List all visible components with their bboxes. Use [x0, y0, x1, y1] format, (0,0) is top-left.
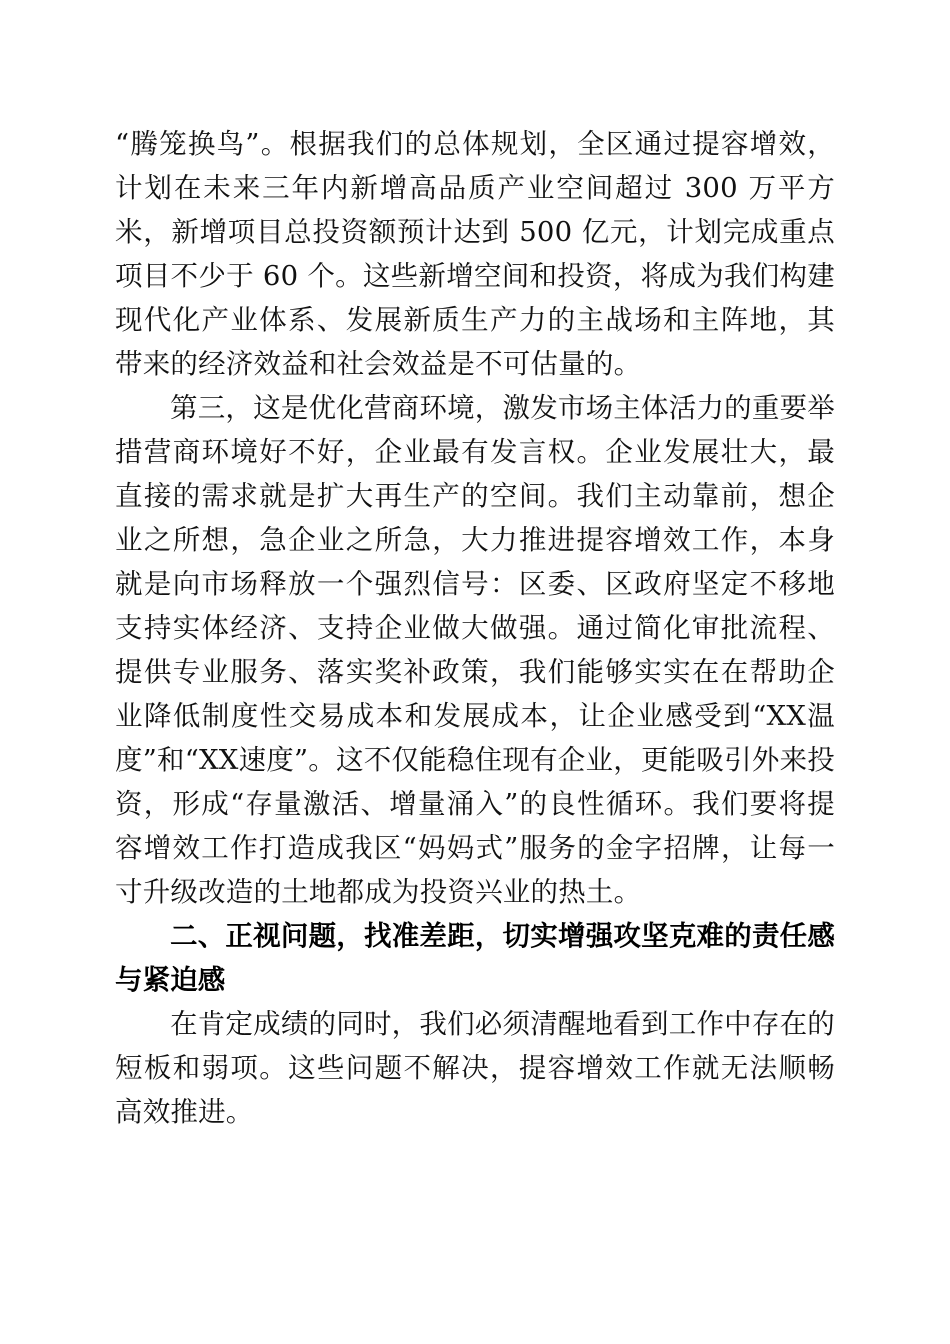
heading-section-two: 二、正视问题，找准差距，切实增强攻坚克难的责任感与紧迫感 [115, 920, 835, 995]
paragraph-disan-yingshang-huanjing: 第三，这是优化营商环境，激发市场主体活力的重要举措营商环境好不好，企业最有发言权。企业发展壮大，最直接的需求就是扩大再生产的空间。我们主动靠前，想企业之所想，急企业之所急，大力推进提容增效工作，本身就是向市场释放一个强烈信号：区委、区政府坚定不移地支持实体经济、支持企业做大做强。通过简化审批流程、提供专业服务、落实奖补政策，我们能够实实在在帮助企业降低制度性交易成本和发展成本，让企业感受到“XX温度”和“XX速度”。这不仅能稳住现有企业，更能吸引外来投资，形成“存量激活、增量涌入”的良性循环。我们要将提容增效工作打造成我区“妈妈式”服务的金字招牌，让每一寸升级改造的土地都成为投资兴业的热土。 [115, 392, 835, 908]
paragraph-tenglong-huanniao: “腾笼换鸟”。根据我们的总体规划，全区通过提容增效，计划在未来三年内新增高品质产业空间超过 300 万平方米，新增项目总投资额预计达到 500 亿元，计划完成重点项目不少于 60 个。这些新增空间和投资，将成为我们构建现代化产业体系、发展新质生产力的主战场和主阵地，其带来的经济效益和社会效益是不可估量的。 [115, 128, 835, 380]
paragraph-kending-chengji: 在肯定成绩的同时，我们必须清醒地看到工作中存在的短板和弱项。这些问题不解决，提容增效工作就无法顺畅高效推进。 [115, 1008, 835, 1128]
document-body [115, 122, 835, 1134]
